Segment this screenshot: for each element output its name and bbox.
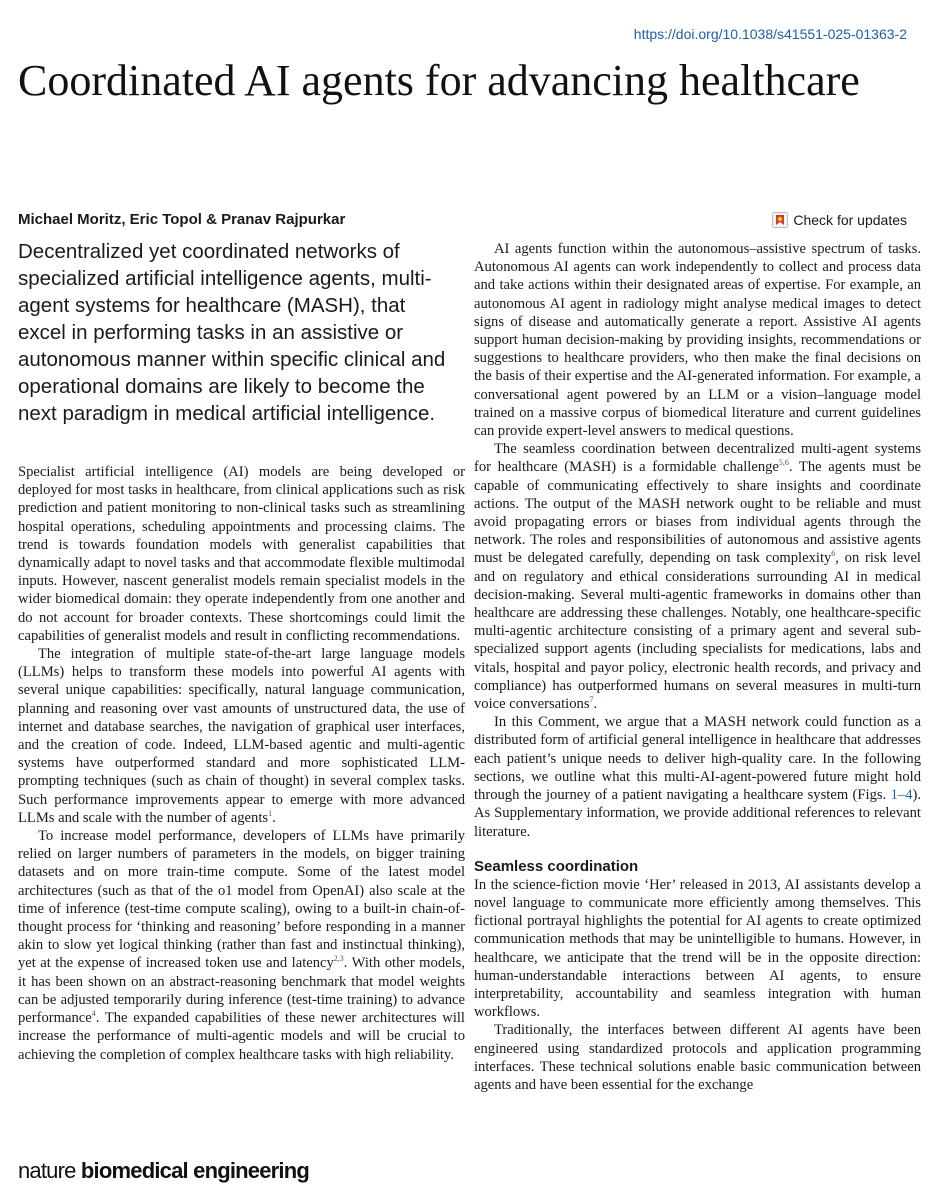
right-column bbox=[474, 240, 921, 1094]
check-updates-icon bbox=[772, 212, 788, 228]
citation-link[interactable]: 5,6 bbox=[778, 458, 789, 468]
paragraph: In this Comment, we argue that a MASH network could function as a distributed form of artificial general intelligence in healthcare that addresses each patient’s unique needs to deliver high-quality care. In the following sections, we outline what this multi-AI-agent-powered future might hold through the journey of a patient navigating a healthcare system (Figs. 1–4). As Supplementary information, we provide additional references to relevant literature. bbox=[474, 714, 921, 840]
author-list: Michael Moritz, Eric Topol & Pranav Rajpurkar bbox=[18, 211, 346, 228]
paragraph: The integration of multiple state-of-the-art large language models (LLMs) helps to transform these models into powerful AI agents with several unique capabilities: specifically, natural language communication, planning and reasoning over vast amounts of unstructured data, the use of internet and database searches, the navigation of graphical user interfaces, and the creation of code. Indeed, LLM-based agentic and multi-agentic systems have outperformed standard and more sophisticated LLM-prompting techniques (such as chain of thought) in several complex tasks. Such performance improvements appear to emerge with more advanced LLMs and scale with the number of agents$^1$. bbox=[18, 646, 465, 826]
article-title: Coordinated AI agents for advancing healthcare bbox=[18, 56, 860, 105]
check-for-updates-button[interactable] bbox=[772, 212, 907, 228]
journal-logo: nature biomedical engineering bbox=[18, 1158, 310, 1183]
left-column bbox=[18, 463, 465, 1064]
citation-link[interactable]: 1 bbox=[268, 809, 273, 818]
citation-link[interactable]: 6 bbox=[831, 549, 836, 559]
paragraph: To increase model performance, developers of LLMs have primarily relied on larger numbers of parameters in the models, on bigger training datasets and on more train-time compute. Some of the latest model architectures (such as that of the o1 model from OpenAI) also scale at the time of inference (test-time compute scaling), owing to a built-in chain-of-thought process for ‘thinking and reasoning’ before responding in a manner akin to slow yet logical thinking (rather than fast and instinctual thinking), yet at the expense of increased token use and latency$^{2,3}$. With other models, it has been shown on an abstract-reasoning benchmark that model weights can be adjusted temporarily during inference (test-time training) to advance performance$^4$. The expanded capabilities of these newer architectures will increase the performance of multi-agentic models and will be crucial to achieving the completion of complex healthcare tasks with high reliability. bbox=[18, 828, 465, 1063]
citation-link[interactable]: 4 bbox=[91, 1009, 96, 1019]
citation-link[interactable]: 2,3 bbox=[333, 954, 344, 964]
figure-link[interactable]: 1–4 bbox=[890, 787, 913, 804]
doi-link[interactable]: https://doi.org/10.1038/s41551-025-01363-2 bbox=[633, 26, 907, 42]
paragraph: The seamless coordination between decentralized multi-agent systems for healthcare (MASH) is a formidable challenge$^{5,6}$. The agents must be capable of communicating effectively to share insights and coordinate actions. The output of the MASH network ought to be reliable and must avoid propagating errors or biases from individual agents through the network. The roles and responsibilities of autonomous and assistive agents must be delegated carefully, depending on task complexity$^6$, on risk level and on regulatory and ethical considerations surrounding AI in medical decision-making. Several multi-agentic frameworks in domains other than healthcare are addressing these challenges. Notably, one healthcare-specific multi-agentic architecture consisting of a primary agent and several sub-specialized support agents (including specialists for medications, labs and vitals, hospital and payor policy, electronic health records, and privacy and compliance) has outperformed humans on several measures in multi-turn voice conversations$^7$. bbox=[474, 441, 921, 713]
standfirst: Decentralized yet coordinated networks of specialized artificial intelligence agents, multi-agent systems for healthcare (MASH), that excel in performing tasks in an assistive or autonomous manner within specific clinical and operational domains are likely to become the next paradigm in medical artificial intelligence. bbox=[18, 240, 446, 425]
paragraph: In the science-fiction movie ‘Her’ released in 2013, AI assistants develop a novel language to communicate more efficiently among themselves. This fictional portrayal highlights the potential for AI agents to create optimized communication methods that may be unintelligible to humans. However, in healthcare, we anticipate that the trend will be in the opposite direction: human-understandable interactions between AI agents, to ensure interpretability, accountability and seamless integration with human workflows. bbox=[474, 876, 921, 1021]
check-updates-label: Check for updates bbox=[793, 212, 907, 228]
paragraph: Traditionally, the interfaces between different AI agents have been engineered using standardized protocols and application programming interfaces. These technical solutions enable basic communication between agents and have been essential for the exchange bbox=[474, 1022, 921, 1093]
paragraph: AI agents function within the autonomous–assistive spectrum of tasks. Autonomous AI agents can work independently to collect and process data and take actions within their designated areas of expertise. For example, an autonomous AI agent in radiology might analyse medical images to detect signs of disease and automatically generate a report. Assistive AI agents support human decision-making by providing insights, recommendations or suggestions to healthcare providers, who then make the final decisions on the basis of their expertise and the AI-generated information. For example, a conversational agent powered by an LLM or a vision–language model trained on a massive corpus of biomedical literature and current guidelines can provide expert-level answers to medical questions. bbox=[474, 241, 921, 440]
citation-link[interactable]: 7 bbox=[589, 695, 594, 705]
section-heading: Seamless coordination bbox=[474, 857, 639, 875]
paragraph: Specialist artificial intelligence (AI) models are being developed or deployed for most tasks in healthcare, from clinical applications such as risk prediction and patient monitoring to non-clinical tasks such as streamlining hospital operations, scheduling appointments and processing claims. The trend is towards foundation models with generalist capabilities that dynamically adapt to novel tasks and that accommodate flexible multimodal inputs. However, nascent generalist models remain specialist models in the wider biomedical domain: they operate independently from one another and do not account for broader contexts. These shortcomings could limit the capabilities of generalist models and result in conflicting recommendations. bbox=[18, 464, 465, 644]
